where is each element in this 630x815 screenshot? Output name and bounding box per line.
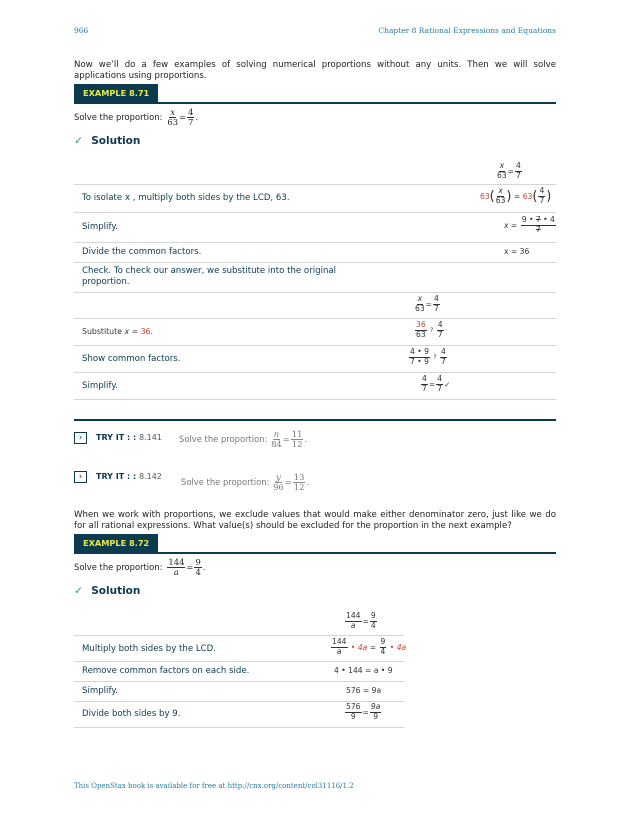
example-statement: Solve the proportion: $\frac{x}{63}$ = $\frac{4}{7}$ . [74,107,199,127]
step-label: To isolate x , multiply both sides by the LCD, 63. [82,193,290,203]
example-tab: EXAMPLE 8.71 [74,84,158,102]
step-label: Multiply both sides by the LCD. [82,644,216,654]
table-row [74,681,404,702]
step-label: Divide both sides by 9. [82,709,181,719]
table-row [74,635,407,662]
example-tab: EXAMPLE 8.72 [74,534,158,552]
section-divider [74,419,556,421]
table-row [74,610,404,636]
table-row [74,212,556,243]
try-it-prompt: Solve the proportion: n 84 = 11 12 . [179,429,308,449]
table-row [74,345,556,373]
check-circle-icon: ✓ [74,584,84,597]
step-label: Simplify. [82,686,118,696]
stmt-num-4: 4 [188,107,194,117]
statement-prefix: Solve the proportion: [74,112,163,122]
eq-check-original: x 63 = 4 7 [415,294,439,313]
eq-substitute: 36 63 ? 4 7 [416,320,443,339]
chevron-right-icon[interactable]: › [74,432,87,444]
eq-result: x = 36 [504,247,530,256]
chevron-right-icon[interactable]: › [74,471,87,483]
step-label: Remove common factors on each side. [82,666,250,676]
table-row [74,372,556,400]
solution-label: Solution [91,134,141,147]
intro-paragraph: Now we’ll do a few examples of solving numerical proportions without any units. Then we will solve applications using proportions. [74,60,556,81]
example-1-solution-table [74,158,556,408]
checkmark-icon: ✓ [444,379,451,389]
stmt-den-63: 63 [167,116,179,127]
example-2-solution-table [74,610,407,728]
stmt-den-7: 7 [188,116,194,127]
example-statement: Solve the proportion: $\frac{144}{a}$ = $\frac{9}{4}$ . [74,557,206,577]
page-footer: This OpenStax book is available for free at http://cnx.org/content/col31116/1.2 [74,782,354,790]
try-it-prompt: Solve the proportion: y 96 = 13 12 . [181,472,310,492]
table-row [74,292,556,319]
table-row [74,701,404,728]
chapter-title: Chapter 8 Rational Expressions and Equations [378,26,556,35]
table-row [74,661,404,682]
step-label: Simplify. [82,381,118,391]
eq-simplify: 576 = 9a [346,686,382,695]
eq-multiply-lcd: 144 a • 4a = 9 4 • 4a [332,637,407,656]
step-label: Divide the common factors. [82,247,202,257]
table-row [74,242,556,263]
step-label: Check. To check our answer, we substitute into the original proportion. [82,266,337,287]
table-row [74,262,556,293]
example-8-71-header [74,84,556,104]
eq-original: x 63 = 4 7 [497,161,521,180]
step-label: Substitute x = 36. [82,327,153,336]
try-it-8-141: › TRY IT : : 8.141 Solve the proportion: n 84 = 11 12 . [74,432,556,452]
eq-common-factors: 4 • 9 7 • 9 ? 4 7 [410,347,446,366]
check-circle-icon: ✓ [74,134,84,147]
table-row [74,184,556,213]
eq-divide: 576 9 = 9a 9 [346,702,381,721]
solution-heading [74,134,140,147]
transition-paragraph: When we work with proportions, we exclude values that would make either denominator zero, just like we do for all rational expressions. What value(s) should be excluded for the proportion in the next example? [74,510,556,531]
eq-multiply-lcd: 63 ( x 63 ) = 63 ( 4 7 ) [480,186,552,205]
solution-heading: ✓ Solution [74,584,141,597]
example-8-72-header [74,534,556,554]
page-number: 966 [74,26,89,35]
eq-check-final: 4 7 = 4 7 ✓ [422,374,451,393]
table-row [74,318,556,346]
stmt-num-x: x [170,107,176,117]
eq-original: 144 a = 9 4 [346,611,376,630]
step-label: Simplify. [82,222,118,232]
eq-simplify: x = 9 • 7 • 4 7 [504,215,555,234]
eq-remove-factors: 4 • 144 = a • 9 [334,666,393,675]
step-label: Show common factors. [82,354,181,364]
table-row [74,158,556,185]
try-it-8-142: › TRY IT : : 8.142 Solve the proportion: y 96 = 13 12 . [74,471,556,491]
